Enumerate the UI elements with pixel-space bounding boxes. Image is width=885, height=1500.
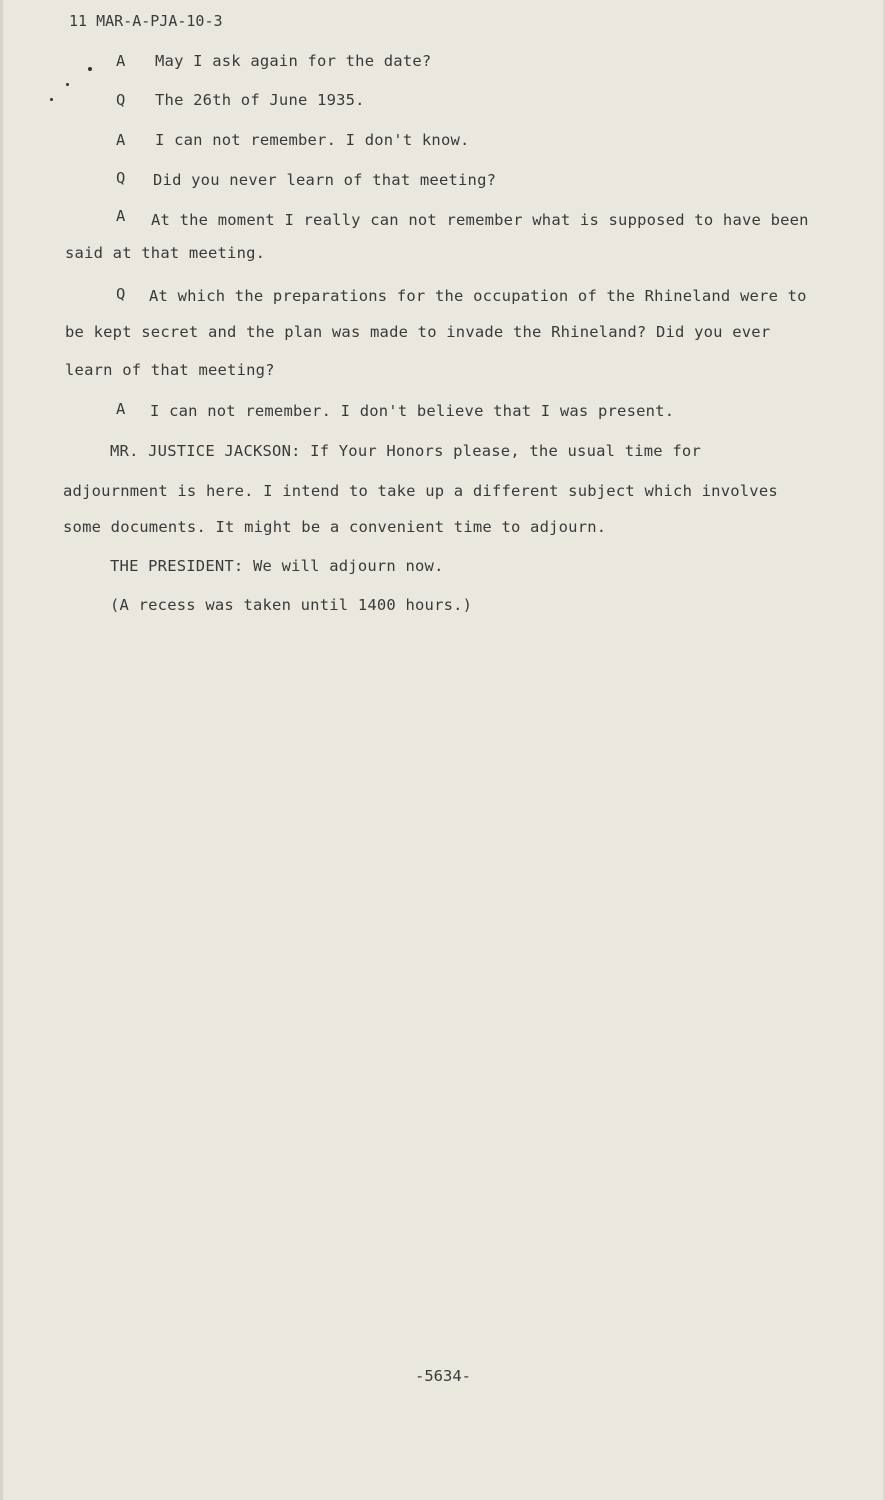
jackson-statement-line: MR. JUSTICE JACKSON: If Your Honors please, the usual time for xyxy=(110,442,701,460)
jackson-statement-line: adjournment is here. I intend to take up a different subject which involves xyxy=(63,482,778,500)
testimony-line: said at that meeting. xyxy=(65,244,266,262)
testimony-line: I can not remember. I don't believe that I was present. xyxy=(150,402,675,420)
page-number: -5634- xyxy=(415,1367,471,1385)
document-header: 11 MAR-A-PJA-10-3 xyxy=(69,12,223,30)
ink-speck xyxy=(88,67,92,71)
testimony-line: At which the preparations for the occupation of the Rhineland were to xyxy=(149,287,807,305)
recess-note: (A recess was taken until 1400 hours.) xyxy=(110,596,473,614)
speaker-label: Q xyxy=(116,91,126,109)
speaker-label: A xyxy=(116,52,126,70)
speaker-label: A xyxy=(116,207,126,225)
speaker-label: Q xyxy=(116,169,126,187)
speaker-label: Q xyxy=(116,285,126,303)
testimony-line: I can not remember. I don't know. xyxy=(155,131,470,149)
testimony-line: be kept secret and the plan was made to invade the Rhineland? Did you ever xyxy=(65,323,771,341)
jackson-statement-line: some documents. It might be a convenient time to adjourn. xyxy=(63,518,607,536)
testimony-line: learn of that meeting? xyxy=(65,361,275,379)
testimony-line: At the moment I really can not remember what is supposed to have been xyxy=(151,211,809,229)
ink-speck xyxy=(66,83,69,86)
ink-speck xyxy=(50,98,53,101)
president-statement: THE PRESIDENT: We will adjourn now. xyxy=(110,557,444,575)
speaker-label: A xyxy=(116,131,126,149)
speaker-label: A xyxy=(116,400,126,418)
testimony-line: May I ask again for the date? xyxy=(155,52,432,70)
testimony-line: The 26th of June 1935. xyxy=(155,91,365,109)
testimony-line: Did you never learn of that meeting? xyxy=(153,171,497,189)
